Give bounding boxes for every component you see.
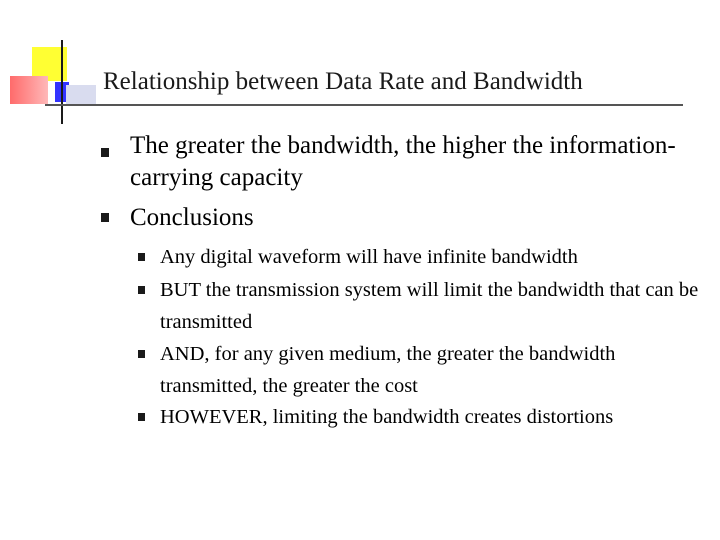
bullet-item: The greater the bandwidth, the higher the information-carrying capacity bbox=[130, 132, 676, 191]
decor-grey-square bbox=[66, 85, 96, 104]
square-bullet-icon bbox=[138, 286, 145, 294]
sub-bullet-item: BUT the transmission system will limit the bandwidth that can be transmitted bbox=[160, 279, 699, 333]
bullet-item: Conclusions bbox=[130, 204, 254, 231]
decor-red-square bbox=[10, 76, 48, 104]
square-bullet-icon bbox=[138, 253, 145, 261]
decor-vertical-line bbox=[61, 40, 63, 124]
square-bullet-icon bbox=[138, 350, 145, 358]
title-underline bbox=[45, 104, 683, 106]
sub-bullet-item: Any digital waveform will have infinite bandwidth bbox=[160, 246, 578, 268]
square-bullet-icon bbox=[138, 413, 145, 421]
sub-bullet-item: AND, for any given medium, the greater the bandwidth transmitted, the greater the cost bbox=[160, 343, 616, 397]
square-bullet-icon bbox=[101, 148, 109, 157]
slide-title: Relationship between Data Rate and Bandwidth bbox=[103, 68, 583, 95]
square-bullet-icon bbox=[101, 213, 109, 222]
sub-bullet-item: HOWEVER, limiting the bandwidth creates distortions bbox=[160, 406, 614, 428]
